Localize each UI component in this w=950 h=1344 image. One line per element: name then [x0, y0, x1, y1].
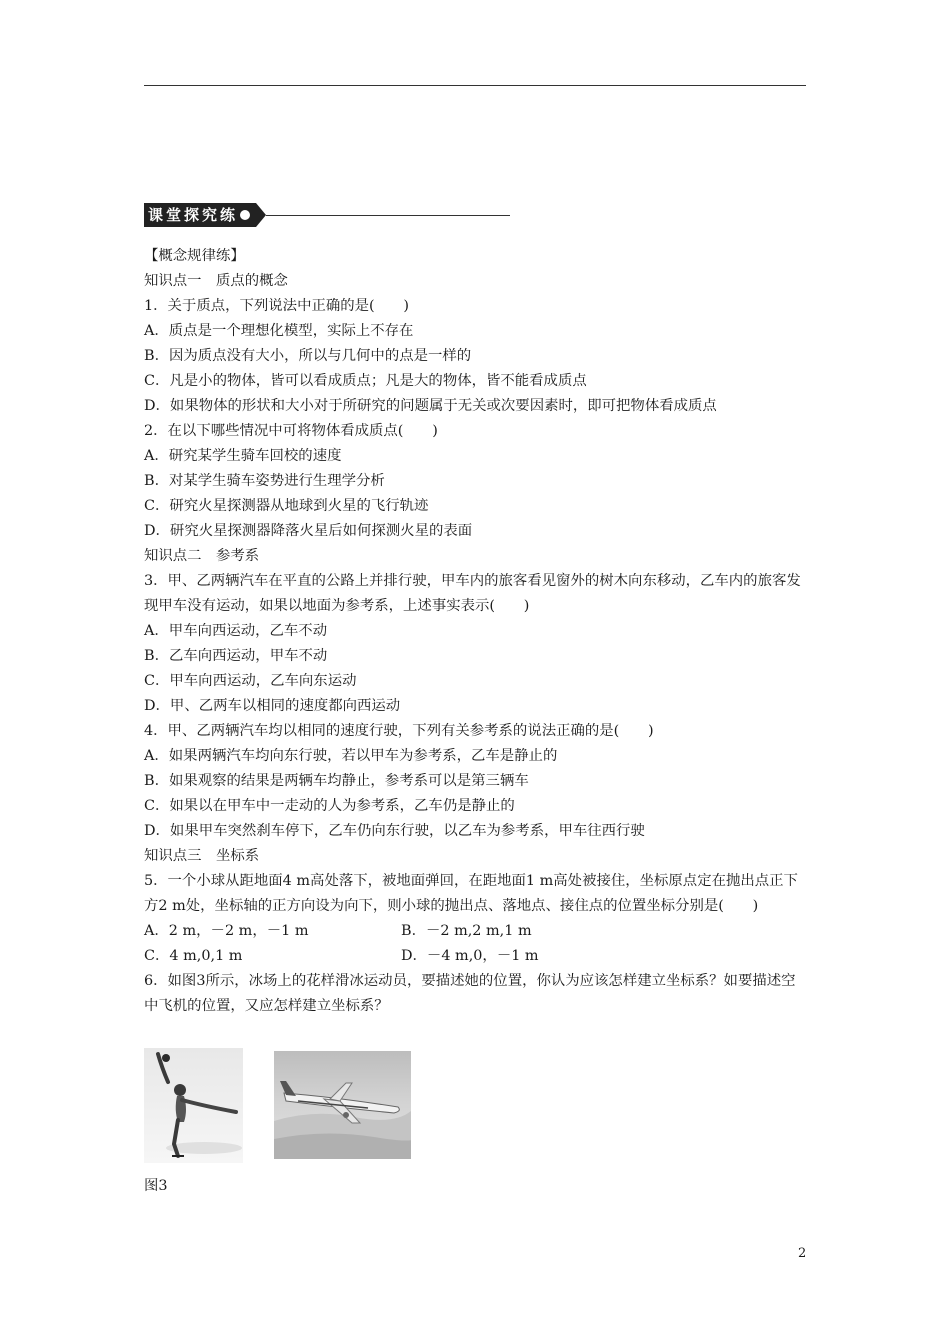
- option-c: C．如果以在甲车中一走动的人为参考系，乙车仍是静止的: [144, 798, 515, 814]
- question-stem: 2．在以下哪些情况中可将物体看成质点( ): [144, 423, 438, 439]
- option-row: [144, 919, 808, 944]
- option-c: C．甲车向西运动，乙车向东运动: [144, 673, 357, 689]
- bullet-dot-icon: [240, 210, 250, 220]
- airplane-image: [274, 1051, 411, 1159]
- question-stem: 1．关于质点，下列说法中正确的是( ): [144, 298, 410, 314]
- question-stem: 5．一个小球从距地面4 m高处落下，被地面弹回，在距地面1 m高处被接住，坐标原点定在抛出点正下方2 m处，坐标轴的正方向设为向下，则小球的抛出点、落地点、接住点的位置坐标分别是( ): [144, 873, 798, 914]
- option-row: [144, 944, 808, 969]
- page-number: 2: [798, 1246, 807, 1261]
- knowledge-point-title: 知识点三 坐标系: [144, 848, 260, 864]
- option-a: A．研究某学生骑车回校的速度: [144, 448, 342, 464]
- option-c: C．凡是小的物体，皆可以看成质点；凡是大的物体，皆不能看成质点: [144, 373, 587, 389]
- banner-label-box: [144, 203, 256, 227]
- knowledge-point-title: 知识点二 参考系: [144, 548, 260, 564]
- option-c: C．研究火星探测器从地球到火星的飞行轨迹: [144, 498, 429, 514]
- section-header: 【概念规律练】: [144, 248, 245, 264]
- option-d: D．如果甲车突然刹车停下，乙车仍向东行驶，以乙车为参考系，甲车往西行驶: [144, 823, 645, 839]
- header-rule: [144, 85, 806, 86]
- option-b: B．乙车向西运动，甲车不动: [144, 648, 328, 664]
- question-stem: 6．如图3所示，冰场上的花样滑冰运动员，要描述她的位置，你认为应该怎样建立坐标系？如要描述空中飞机的位置，又应怎样建立坐标系？: [144, 973, 796, 1014]
- exercise-content: [144, 244, 808, 1019]
- figure-caption: 图3: [144, 1178, 168, 1194]
- option-d: D．甲、乙两车以相同的速度都向西运动: [144, 698, 401, 714]
- banner-title: 课堂探究练: [148, 206, 239, 224]
- option-b: B．因为质点没有大小，所以与几何中的点是一样的: [144, 348, 472, 364]
- option-c: C．4 m,0,1 m: [144, 948, 243, 964]
- option-b: B．对某学生骑车姿势进行生理学分析: [144, 473, 385, 489]
- section-banner: [144, 203, 510, 227]
- knowledge-point-title: 知识点一 质点的概念: [144, 273, 288, 289]
- option-d: D．如果物体的形状和大小对于所研究的问题属于无关或次要因素时，即可把物体看成质点: [144, 398, 717, 414]
- option-a: A．如果两辆汽车均向东行驶，若以甲车为参考系，乙车是静止的: [144, 748, 558, 764]
- option-b: B．－2 m,2 m,1 m: [401, 923, 532, 939]
- banner-rule: [266, 215, 510, 216]
- option-d: D．－4 m,0，－1 m: [401, 948, 539, 964]
- figure-skater-image: [144, 1048, 243, 1163]
- banner-arrow-tip: [256, 203, 266, 227]
- option-d: D．研究火星探测器降落火星后如何探测火星的表面: [144, 523, 473, 539]
- option-a: A．甲车向西运动，乙车不动: [144, 623, 328, 639]
- option-a: A．2 m，－2 m，－1 m: [144, 923, 309, 939]
- option-b: B．如果观察的结果是两辆车均静止，参考系可以是第三辆车: [144, 773, 529, 789]
- question-stem: 4．甲、乙两辆汽车均以相同的速度行驶，下列有关参考系的说法正确的是( ): [144, 723, 654, 739]
- option-a: A．质点是一个理想化模型，实际上不存在: [144, 323, 414, 339]
- question-stem: 3．甲、乙两辆汽车在平直的公路上并排行驶，甲车内的旅客看见窗外的树木向东移动，乙车内的旅客发现甲车没有运动，如果以地面为参考系，上述事实表示( ): [144, 573, 801, 614]
